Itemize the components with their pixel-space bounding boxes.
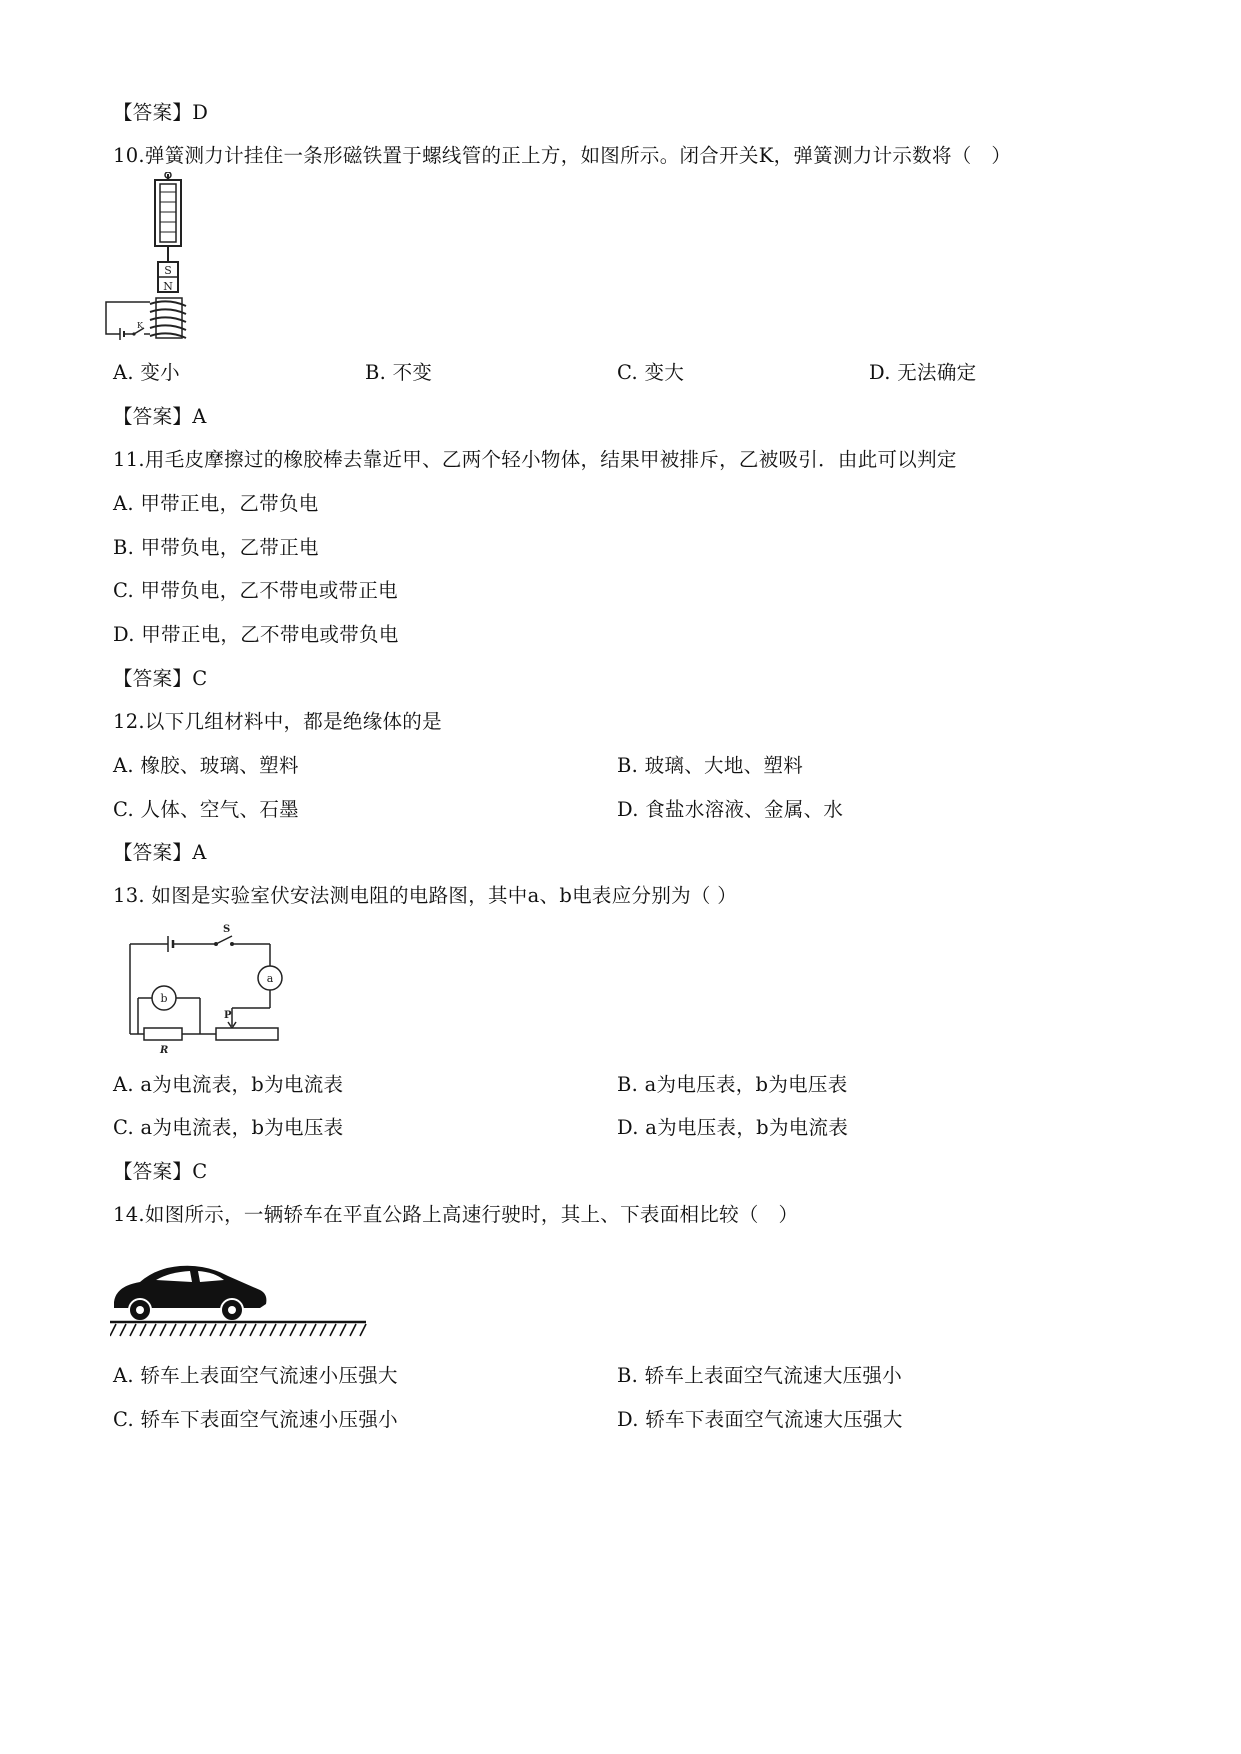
car-on-road-figure — [110, 1250, 370, 1360]
question-14-stem: 14.如图所示，一辆轿车在平直公路上高速行驶时，其上、下表面相比较（ ） — [113, 1203, 799, 1226]
meter-b-label: b — [160, 992, 168, 1005]
q12-option-a[interactable]: A. 橡胶、玻璃、塑料 — [113, 754, 299, 777]
q11-option-a[interactable]: A. 甲带正电，乙带负电 — [113, 492, 319, 515]
answer-q11: 【答案】C — [113, 667, 208, 690]
meter-a-label: a — [266, 972, 274, 985]
question-13-stem: 13. 如图是实验室伏安法测电阻的电路图，其中a、b电表应分别为（ ） — [113, 884, 738, 907]
q11-option-d[interactable]: D. 甲带正电，乙不带电或带负电 — [113, 623, 399, 646]
q14-option-a[interactable]: A. 轿车上表面空气流速小压强大 — [113, 1364, 398, 1387]
answer-q10: 【答案】A — [113, 405, 207, 428]
question-10-stem: 10.弹簧测力计挂住一条形磁铁置于螺线管的正上方，如图所示。闭合开关K，弹簧测力计示数将（ ） — [113, 144, 1012, 167]
spring-scale-solenoid-figure — [100, 172, 200, 344]
q10-option-b[interactable]: B. 不变 — [365, 361, 433, 384]
voltammetry-circuit-figure — [120, 920, 310, 1055]
q13-option-b[interactable]: B. a为电压表，b为电压表 — [617, 1073, 848, 1096]
answer-q9: 【答案】D — [113, 101, 209, 124]
q14-option-d[interactable]: D. 轿车下表面空气流速大压强大 — [617, 1408, 903, 1431]
resistor-r-label: R — [160, 1045, 169, 1055]
q10-option-d[interactable]: D. 无法确定 — [869, 361, 977, 384]
q11-option-b[interactable]: B. 甲带负电，乙带正电 — [113, 536, 319, 559]
q13-option-d[interactable]: D. a为电压表，b为电流表 — [617, 1116, 849, 1139]
q13-option-a[interactable]: A. a为电流表，b为电流表 — [113, 1073, 344, 1096]
q14-option-b[interactable]: B. 轿车上表面空气流速大压强小 — [617, 1364, 903, 1387]
q12-option-d[interactable]: D. 食盐水溶液、金属、水 — [617, 798, 844, 821]
q14-option-c[interactable]: C. 轿车下表面空气流速小压强小 — [113, 1408, 398, 1431]
q10-option-a[interactable]: A. 变小 — [113, 361, 180, 384]
answer-q12: 【答案】A — [113, 841, 207, 864]
q12-option-c[interactable]: C. 人体、空气、石墨 — [113, 798, 299, 821]
q10-option-c[interactable]: C. 变大 — [617, 361, 685, 384]
question-12-stem: 12.以下几组材料中，都是绝缘体的是 — [113, 710, 442, 733]
answer-q13: 【答案】C — [113, 1160, 208, 1183]
q13-option-c[interactable]: C. a为电流表，b为电压表 — [113, 1116, 344, 1139]
magnet-s-label: S — [164, 264, 172, 277]
slider-p-label: P — [224, 1010, 232, 1021]
question-11-stem: 11.用毛皮摩擦过的橡胶棒去靠近甲、乙两个轻小物体，结果甲被排斥，乙被吸引．由此可以判定 — [113, 448, 957, 471]
switch-k-label: K — [137, 321, 143, 330]
magnet-n-label: N — [163, 280, 173, 293]
q12-option-b[interactable]: B. 玻璃、大地、塑料 — [617, 754, 804, 777]
switch-s-label: S — [223, 924, 231, 935]
q11-option-c[interactable]: C. 甲带负电，乙不带电或带正电 — [113, 579, 398, 602]
